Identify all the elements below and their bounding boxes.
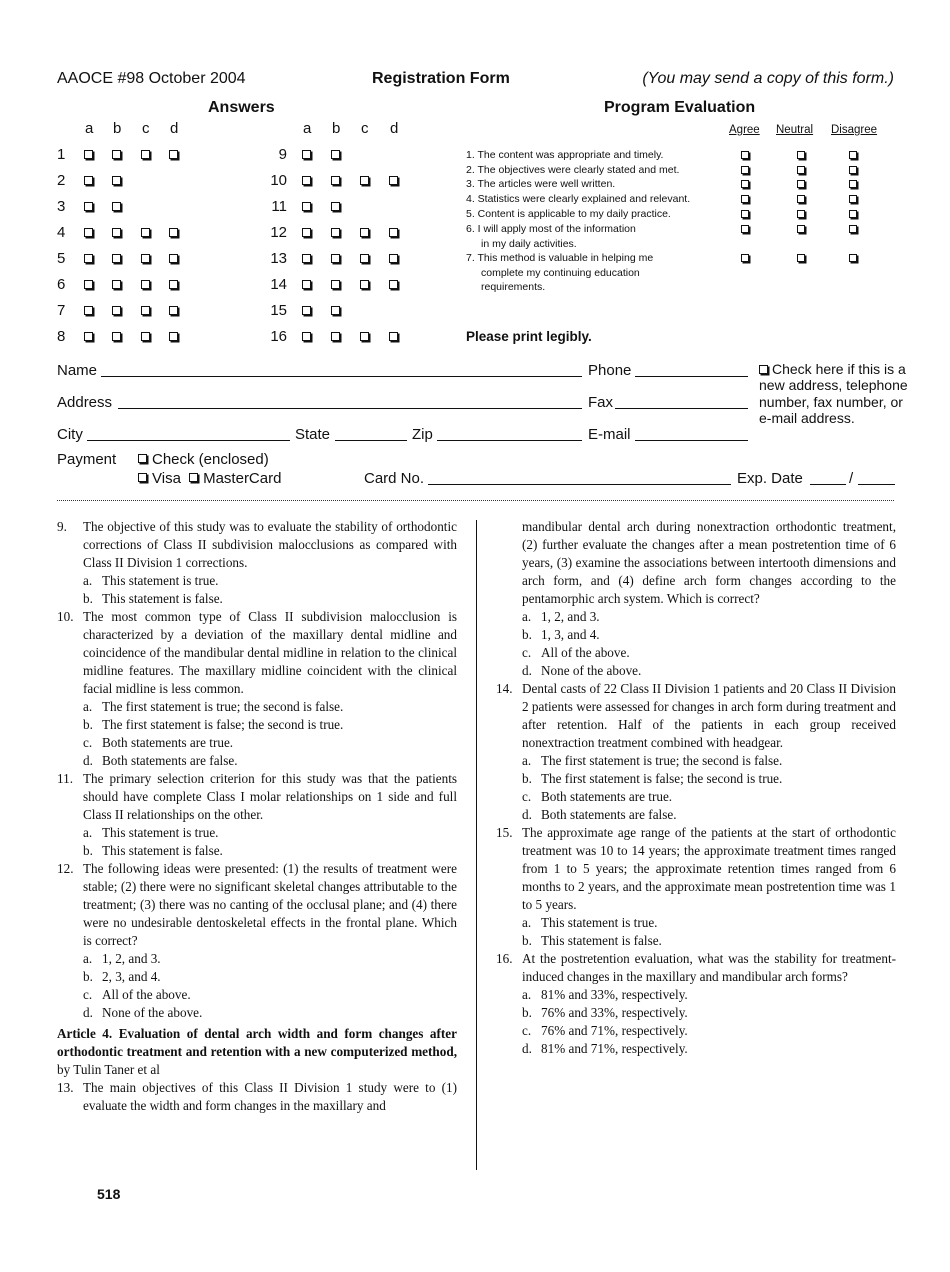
answer-option: [57, 824, 457, 842]
answer-checkbox-c[interactable]: [360, 254, 369, 263]
card-no-field[interactable]: [428, 484, 731, 485]
question-number: 12.: [57, 861, 74, 876]
answer-checkbox-d[interactable]: [389, 228, 398, 237]
evaluation-item-text: 1. The content was appropriate and timely.: [466, 149, 664, 161]
question: [496, 680, 896, 752]
option-text: The first statement is false; the second is true.: [541, 771, 783, 786]
option-letter: c.: [522, 1023, 532, 1038]
answer-option: [57, 716, 457, 734]
answer-checkbox-a[interactable]: [302, 202, 311, 211]
answer-number: 3: [57, 198, 66, 215]
evaluation-checkbox-disagree[interactable]: [849, 195, 857, 203]
option-letter: b.: [522, 1005, 532, 1020]
answer-checkbox-d[interactable]: [389, 254, 398, 263]
option-letter: c.: [522, 789, 532, 804]
answer-row: [0, 302, 430, 322]
email-field[interactable]: [635, 440, 748, 441]
answer-number: 15: [270, 302, 287, 319]
answer-number: 10: [270, 172, 287, 189]
question-text: At the postretention evaluation, what was the stability for treatment-induced changes in the maxillary and mandibular arch forms?: [522, 951, 896, 984]
option-text: 76% and 33%, respectively.: [541, 1005, 688, 1020]
option-letter: b.: [83, 843, 93, 858]
answer-number: 14: [270, 276, 287, 293]
answer-option: [496, 770, 896, 788]
answer-checkbox-b[interactable]: [331, 202, 340, 211]
evaluation-checkbox-disagree[interactable]: [849, 151, 857, 159]
mastercard-label: MasterCard: [203, 470, 282, 487]
evaluation-item-text: 6. I will apply most of the information: [466, 223, 636, 235]
option-text: 1, 2, and 3.: [541, 609, 600, 624]
question: [57, 608, 457, 698]
name-label: Name: [57, 362, 98, 379]
option-letter: b.: [522, 933, 532, 948]
option-text: None of the above.: [102, 1005, 203, 1020]
address-label: Address: [57, 394, 113, 411]
option-text: This statement is true.: [102, 573, 219, 588]
evaluation-checkbox-neutral[interactable]: [797, 254, 805, 262]
evaluation-checkbox-agree[interactable]: [741, 210, 749, 218]
answer-option: [57, 698, 457, 716]
evaluation-checkbox-agree[interactable]: [741, 151, 749, 159]
answer-option: [496, 986, 896, 1004]
answer-checkbox-a[interactable]: [302, 254, 311, 263]
question-text: The following ideas were presented: (1) the results of treatment were stable; (2) there were no significant skeletal changes attributable to the treatment; (3) there was no canting of the occlusal plane; and (4) there were no undesirable dentoskeletal effects in the frontal plane. Which is correct?: [83, 861, 457, 948]
answer-row: [0, 250, 430, 270]
question-text: The most common type of Class II subdivision malocclusion is characterized by a deviation of the maxillary dental midline and coincidence of the mandibular dental midline in relation to the clinical midline features. The maxillary midline coincident with the clinical facial midline is less common.: [83, 609, 457, 696]
payment-card-options: [138, 470, 281, 487]
question-text: The objective of this study was to evaluate the stability of orthodontic corrections of Class II subdivision malocclusions as compared with Class II Division 1 corrections.: [83, 519, 457, 570]
option-letter: c.: [522, 645, 532, 660]
evaluation-checkbox-disagree[interactable]: [849, 180, 857, 188]
option-letter: c.: [83, 987, 93, 1002]
exp-date-label: Exp. Date: [737, 470, 803, 487]
answer-checkbox-c[interactable]: [360, 332, 369, 341]
answer-checkbox-d[interactable]: [389, 332, 398, 341]
evaluation-item-text: 2. The objectives were clearly stated and met.: [466, 164, 680, 176]
evaluation-checkbox-disagree[interactable]: [849, 225, 857, 233]
answer-number: 4: [57, 224, 66, 241]
answer-option: [57, 842, 457, 860]
col-agree: Agree: [729, 124, 760, 136]
evaluation-item: [466, 163, 679, 178]
option-text: This statement is false.: [102, 591, 223, 606]
evaluation-item-text: in my daily activities.: [481, 237, 577, 250]
phone-field[interactable]: [635, 376, 748, 377]
questions-left-column: [57, 518, 457, 1115]
evaluation-checkbox-neutral[interactable]: [797, 210, 805, 218]
card-no-label: Card No.: [364, 470, 425, 487]
question-text: The main objectives of this Class II Division 1 study were to (1) evaluate the width and form changes in the maxillary and: [83, 1080, 457, 1113]
option-letter: d.: [83, 1005, 93, 1020]
evaluation-item-text: 7. This method is valuable in helping me: [466, 252, 654, 264]
name-field[interactable]: [101, 376, 582, 377]
evaluation-item: [466, 222, 636, 251]
option-letter: b.: [83, 717, 93, 732]
city-label: City: [57, 426, 83, 443]
zip-label: Zip: [412, 426, 433, 443]
option-text: The first statement is true; the second is false.: [102, 699, 344, 714]
zip-field[interactable]: [437, 440, 582, 441]
answer-number: 6: [57, 276, 66, 293]
answer-option: [496, 1040, 896, 1058]
answer-option: [496, 1022, 896, 1040]
evaluation-item: [466, 207, 671, 222]
evaluation-checkbox-neutral[interactable]: [797, 225, 805, 233]
question: [57, 770, 457, 824]
question-text: Dental casts of 22 Class II Division 1 patients and 20 Class II Division 2 patients were assessed for changes in arch form during treatment and after retention. Half of the patients in each group received nonextraction treatment combined with headgear.: [522, 681, 896, 750]
print-note: Please print legibly.: [466, 329, 592, 344]
answer-option: [496, 788, 896, 806]
cut-line: [57, 500, 894, 501]
option-letter: a.: [83, 699, 93, 714]
option-letter: d.: [83, 753, 93, 768]
answer-row: [0, 146, 430, 166]
answer-number: 8: [57, 328, 66, 345]
evaluation-checkbox-disagree[interactable]: [849, 210, 857, 218]
question-number: 9.: [57, 519, 67, 534]
evaluation-checkbox-neutral[interactable]: [797, 195, 805, 203]
option-letter: d.: [522, 663, 532, 678]
evaluation-checkbox-neutral[interactable]: [797, 166, 805, 174]
option-text: This statement is false.: [541, 933, 662, 948]
option-text: 1, 3, and 4.: [541, 627, 600, 642]
question-number: 10.: [57, 609, 74, 624]
answers-title: Answers: [208, 99, 275, 116]
answer-number: 2: [57, 172, 66, 189]
answer-row: [0, 172, 430, 192]
answer-option: [496, 626, 896, 644]
answer-option: [57, 752, 457, 770]
exp-month-field[interactable]: [810, 484, 846, 485]
option-text: All of the above.: [102, 987, 191, 1002]
evaluation-checkbox-agree[interactable]: [741, 166, 749, 174]
evaluation-title: Program Evaluation: [604, 99, 756, 116]
answer-number: 9: [278, 146, 287, 163]
evaluation-checkbox-neutral[interactable]: [797, 180, 805, 188]
question: [57, 1079, 457, 1115]
option-text: This statement is true.: [102, 825, 219, 840]
check-label: Check (enclosed): [152, 451, 269, 468]
option-letter: b.: [83, 591, 93, 606]
option-text: 76% and 71%, respectively.: [541, 1023, 688, 1038]
answer-option: [57, 734, 457, 752]
email-label: E-mail: [588, 426, 631, 443]
evaluation-checkbox-disagree[interactable]: [849, 254, 857, 262]
article-title: Article 4. Evaluation of dental arch width and form changes after orthodontic treatment and retention with a new computerized method,: [57, 1026, 457, 1059]
question: [57, 860, 457, 950]
evaluation-item: [466, 192, 690, 207]
question: [496, 950, 896, 986]
question-number: 14.: [496, 681, 513, 696]
option-letter: a.: [83, 573, 93, 588]
article-author: by Tulin Taner et al: [57, 1062, 160, 1077]
option-text: This statement is false.: [102, 843, 223, 858]
article-heading: [57, 1025, 457, 1079]
answer-checkbox-b[interactable]: [331, 176, 340, 185]
answer-checkbox-a[interactable]: [302, 306, 311, 315]
option-letter: d.: [522, 807, 532, 822]
option-letter: d.: [522, 1041, 532, 1056]
option-text: Both statements are false.: [541, 807, 677, 822]
question-number: 13.: [57, 1080, 74, 1095]
answer-row: [0, 198, 430, 218]
questions-right-column: [496, 518, 896, 1058]
option-letter: a.: [83, 825, 93, 840]
answer-checkbox-b[interactable]: [331, 254, 340, 263]
fax-field[interactable]: [615, 408, 748, 409]
evaluation-checkbox-agree[interactable]: [741, 195, 749, 203]
answer-option: [57, 590, 457, 608]
answer-option: [57, 968, 457, 986]
answer-checkbox-b[interactable]: [331, 306, 340, 315]
visa-checkbox[interactable]: [138, 473, 147, 482]
option-text: 81% and 33%, respectively.: [541, 987, 688, 1002]
column-divider: [476, 520, 477, 1170]
copy-note: (You may send a copy of this form.): [642, 70, 894, 87]
answer-letter-b: b: [332, 120, 341, 137]
question-text-continued: mandibular dental arch during nonextraction orthodontic treatment, (2) further evaluate the changes after a mean postretention time of 6 years, (3) examine the associations between intertooth dimensions and arch form, and (4) define arch form changes according to the pentamorphic arch system. Which is correct?: [522, 519, 896, 606]
exp-separator: /: [849, 470, 854, 487]
answer-checkbox-d[interactable]: [389, 280, 398, 289]
answer-option: [496, 608, 896, 626]
answer-checkbox-d[interactable]: [389, 176, 398, 185]
answer-number: 5: [57, 250, 66, 267]
option-text: All of the above.: [541, 645, 630, 660]
visa-label: Visa: [152, 470, 181, 487]
question-number: 11.: [57, 771, 73, 786]
option-text: Both statements are true.: [102, 735, 234, 750]
answer-option: [496, 932, 896, 950]
answer-row: [0, 328, 430, 348]
option-text: 1, 2, and 3.: [102, 951, 161, 966]
answer-checkbox-a[interactable]: [302, 332, 311, 341]
new-address-checkbox[interactable]: [759, 365, 768, 374]
evaluation-checkbox-agree[interactable]: [741, 225, 749, 233]
fax-label: Fax: [588, 394, 614, 411]
evaluation-checkbox-disagree[interactable]: [849, 166, 857, 174]
answer-number: 16: [270, 328, 287, 345]
answer-letter-a: a: [303, 120, 312, 137]
option-letter: a.: [522, 915, 532, 930]
page-number: 518: [97, 1186, 121, 1202]
answer-option: [496, 662, 896, 680]
answer-option: [496, 914, 896, 932]
answer-number: 1: [57, 146, 66, 163]
answer-number: 11: [271, 198, 287, 215]
address-field[interactable]: [118, 408, 582, 409]
col-disagree: Disagree: [831, 124, 878, 136]
payment-check-option: [138, 451, 269, 468]
evaluation-item: [466, 251, 653, 295]
col-neutral: Neutral: [776, 124, 814, 136]
evaluation-checkbox-agree[interactable]: [741, 254, 749, 262]
city-field[interactable]: [87, 440, 290, 441]
answer-checkbox-b[interactable]: [331, 228, 340, 237]
question-number: 16.: [496, 951, 513, 966]
journal-issue: AAOCE #98 October 2004: [57, 70, 246, 87]
answer-row: [0, 276, 430, 296]
evaluation-item: [466, 177, 615, 192]
option-letter: b.: [522, 771, 532, 786]
answer-letter-b: b: [113, 120, 122, 137]
phone-label: Phone: [588, 362, 632, 379]
answer-checkbox-c[interactable]: [360, 228, 369, 237]
answer-letter-d: d: [390, 120, 399, 137]
option-letter: a.: [522, 753, 532, 768]
answer-checkbox-c[interactable]: [360, 176, 369, 185]
evaluation-item-text: requirements.: [481, 281, 546, 293]
evaluation-item-text: 3. The articles were well written.: [466, 178, 616, 190]
option-text: 81% and 71%, respectively.: [541, 1041, 688, 1056]
evaluation-item-text: complete my continuing education: [481, 266, 640, 279]
answer-letter-a: a: [85, 120, 94, 137]
answer-checkbox-a[interactable]: [302, 176, 311, 185]
question-text: The primary selection criterion for this study was that the patients should have complete Class I molar relationships on 1 side and full Class II relationships on the other.: [83, 771, 457, 822]
answer-letter-c: c: [361, 120, 369, 137]
option-letter: c.: [83, 735, 93, 750]
option-text: Both statements are true.: [541, 789, 673, 804]
option-letter: a.: [83, 951, 93, 966]
option-letter: a.: [522, 987, 532, 1002]
answer-option: [57, 572, 457, 590]
answer-number: 7: [57, 302, 66, 319]
answer-row: [0, 224, 430, 244]
question-text: The approximate age range of the patients at the start of orthodontic treatment was 10 to 14 years; the approximate treatment times ranged from 1 to 5 years; the approximate retention times ranged from 6 months to 2 years, and the approximate mean postretention time was 1 to 5 years.: [522, 825, 896, 912]
state-field[interactable]: [335, 440, 407, 441]
answer-number: 13: [270, 250, 287, 267]
answer-option: [496, 644, 896, 662]
option-letter: b.: [83, 969, 93, 984]
option-text: None of the above.: [541, 663, 642, 678]
payment-label: Payment: [57, 451, 117, 468]
question: [57, 518, 457, 572]
answer-checkbox-a[interactable]: [302, 280, 311, 289]
answer-option: [57, 986, 457, 1004]
option-text: This statement is true.: [541, 915, 658, 930]
exp-year-field[interactable]: [858, 484, 895, 485]
check-checkbox[interactable]: [138, 454, 147, 463]
answer-letter-c: c: [142, 120, 150, 137]
question: [496, 824, 896, 914]
answer-checkbox-a[interactable]: [302, 150, 311, 159]
mastercard-checkbox[interactable]: [189, 473, 198, 482]
answer-checkbox-c[interactable]: [360, 280, 369, 289]
evaluation-item: [466, 148, 663, 163]
answer-option: [496, 806, 896, 824]
option-text: 2, 3, and 4.: [102, 969, 161, 984]
evaluation-checkbox-neutral[interactable]: [797, 151, 805, 159]
new-address-note: [759, 361, 909, 426]
state-label: State: [295, 426, 331, 443]
answer-option: [57, 1004, 457, 1022]
answer-checkbox-a[interactable]: [302, 228, 311, 237]
evaluation-checkbox-agree[interactable]: [741, 180, 749, 188]
answer-letter-d: d: [170, 120, 179, 137]
option-text: Both statements are false.: [102, 753, 238, 768]
option-text: The first statement is false; the second is true.: [102, 717, 344, 732]
answer-number: 12: [270, 224, 287, 241]
answer-checkbox-b[interactable]: [331, 280, 340, 289]
option-letter: a.: [522, 609, 532, 624]
evaluation-item-text: 4. Statistics were clearly explained and relevant.: [466, 193, 691, 205]
answer-option: [496, 752, 896, 770]
question-number: 15.: [496, 825, 513, 840]
new-address-text: Check here if this is a new address, telephone number, fax number, or e-mail address.: [759, 361, 908, 426]
option-text: The first statement is true; the second is false.: [541, 753, 783, 768]
answer-checkbox-b[interactable]: [331, 150, 340, 159]
option-letter: b.: [522, 627, 532, 642]
answer-option: [57, 950, 457, 968]
form-title: Registration Form: [372, 70, 510, 87]
answer-option: [496, 1004, 896, 1022]
answer-checkbox-b[interactable]: [331, 332, 340, 341]
evaluation-item-text: 5. Content is applicable to my daily practice.: [466, 208, 671, 220]
